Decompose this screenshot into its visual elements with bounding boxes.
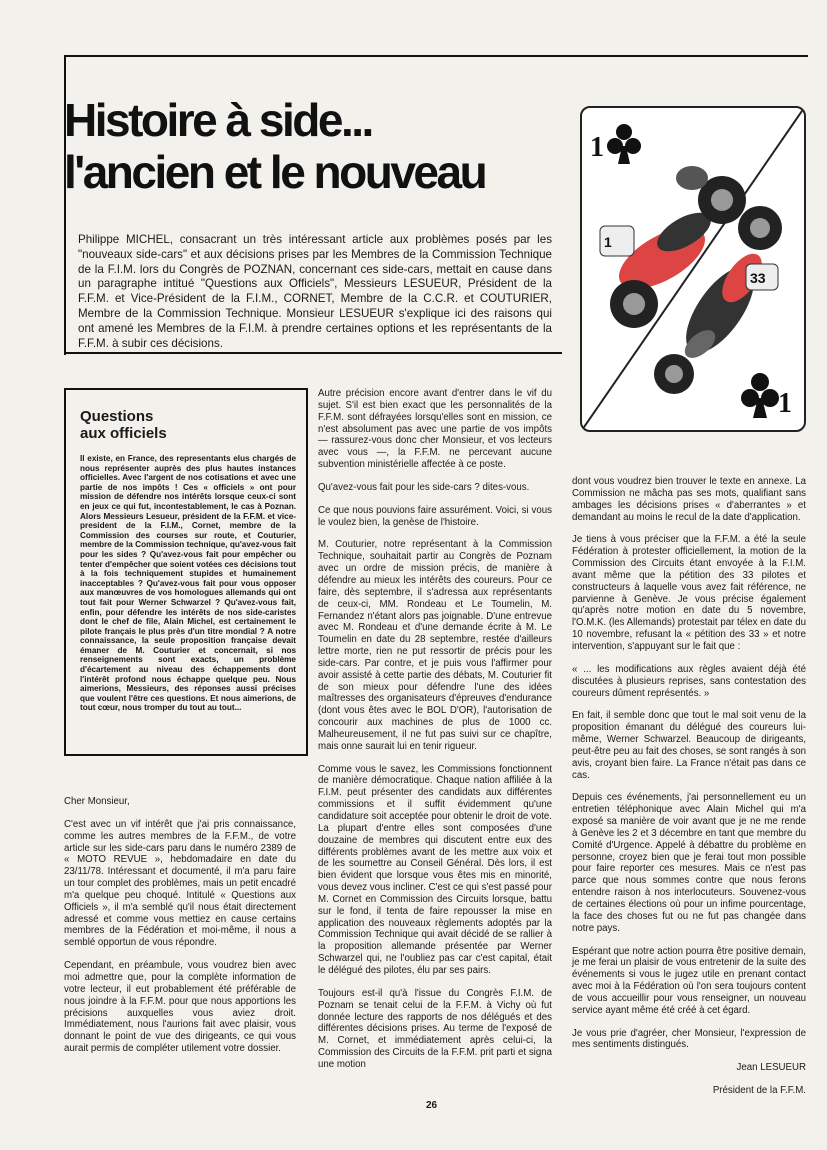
title-line-2: l'ancien et le nouveau [64,146,486,198]
club-icon-bottom [741,373,779,418]
box-title-line-1: Questions [80,408,154,425]
frame-top-rule [64,55,808,57]
playing-card-illustration [580,106,806,432]
col3-paragraph: Je tiens à vous préciser que la F.F.M. a été la seule Fédération à protester officiellement, la motion de la Commission des Circuits étant envoyée à la F.I.M. avant même que la pétition des 33 pilotes et constructeurs à laquelle vous avez fait référence, ne parvienne à Genève. Je vous précise également qu'après notre motion en date du 5 novembre, l'O.M.K. (les Allemands) protestait par télex en date du 10 novembre, refusant la « pétition des 33 » et notre intervention, s'appuyant sur le fait que : [572,534,806,652]
box-title [80,408,296,442]
title-line-1: Histoire à side... [64,94,372,146]
column-3 [572,476,806,1108]
col1-paragraph: Cher Monsieur, [64,796,130,807]
card-rank-top: 1 [590,132,604,163]
bike-number-1: 1 [604,234,612,250]
col1-paragraph: Cependant, en préambule, vous voudrez bien avec moi admettre que, pour la complète information de votre lecteur, il eut probablement été préférable de nous joindre à la F.F.M. pour que nous apportions les précisions auxquelles vous aviez droit. Immédiatement, nous l'aurions fait avec plaisir, vous donnant le point de vue des dirigeants, ce qui vous aurait permis de compléter utilement votre dossier. [64,960,296,1055]
card-rank-bottom: 1 [778,388,792,419]
club-icon-top [607,124,641,164]
col2-paragraph: M. Couturier, notre représentant à la Commission Technique, souhaitait partir au Congrès de Poznam avec un ordre de mission précis, de manière à défendre au mieux les intérêts des coureurs. Pour ce faire, dès septembre, il s'adressa aux représentants de ceux-ci, MM. Rondeau et Le Toumelin, M. Fernandez n'étant alors pas joignable. D'une entrevue avec M. Rondeau et d'une demande écrite à M. Le Toumelin en date du 28 septembre, restée d'ailleurs lettre morte, rien ne put ressortir de précis pour les side-cars. Par contre, et je puis vous l'affirmer pour avoir assisté à cette partie des débats, M. Couturier fit de son mieux pour défendre l'une des idées maîtresses des organisateurs d'épreuves d'endurance (dont vous êtes avec le BOL D'OR), l'autorisation de concourir aux machines de plus de 1000 cc. Malheureusement, il ne fut pas suivi sur ce chapître, mais onne saurait lui en tenir rigueur. [318,539,552,752]
col2-paragraph: Toujours est-il qu'à l'issue du Congrès F.I.M. de Poznam se tenait celui de la F.F.M. à Vichy où fut donnée lecture des rapports de nos délégués et des différentes décisions prises. Au terme de l'exposé de M. Cornet, et immédiatement après celui-ci, la Commission des Circuits de la F.F.M. prit parti et signa une motion [318,987,552,1070]
col3-paragraph: Je vous prie d'agréer, cher Monsieur, l'expression de mes sentiments distingués. [572,1027,806,1051]
col3-paragraph: dont vous voudrez bien trouver le texte en annexe. La Commission ne mâcha pas ses mots, qualifiant sans ambages les décisions prises « d'aberrantes » et demandant au moins le recul de la date d'application. [572,476,806,523]
column-1 [64,796,296,1066]
bike-number-33: 33 [750,270,766,286]
col2-paragraph: Ce que nous pouvions faire assurément. Voici, si vous le voulez bien, la genèse de l'histoire. [318,504,552,528]
box-text: Il existe, en France, des representants elus chargés de nous représenter auprès des plus hautes instances officielles. Avec l'argent de nos cotisations et avec une partie de nos impôts ! Ces « officiels » ont pour mission de défendre nos intérêts lorsque ceux-ci sont en jeux ce qui fut, incontestablement, le cas à Poznan. Alors Messieurs Lesueur, président de la F.F.M. et vice-president de la F.I.M., Cornet, membre de la Commission des courses sur route, et Couturier, membre de la Commission technique, qu'avez-vous fait pour les sides ? Qu'avez-vous fait pour empêcher ou tenter d'empêcher que soient votées ces décisions tout à la fois techniquement stupides et humainement inacceptables ? Qu'avez-vous fait pour vous opposer aux manœuvres de vos homologues allemands qui ont tout fait pour Werner Schwarzel ? Qu'avez-vous fait, enfin, pour défendre les intérêts de nos side-caristes dont le chef de file, Alain Michel, est certainement le pilote français le plus près d'un titre mondial ? A notre connaissance, la seule proposition française devait émaner de M. Couturier et concernait, si nos renseignements sont exacts, un problème d'écartement au niveau des échappements dont l'intérêt profond nous échappe quelque peu. Nous aimerions, Messieurs, des réponses aussi précises que voulent l'être ces questions. Et nous aimerions, de tout cœur, nous tromper du tout au tout... [80,454,296,713]
col2-paragraph: Autre précision encore avant d'entrer dans le vif du sujet. S'il est bien exact que les personnalités de la F.F.M. sont défrayées lorsqu'elles sont en mission, ce n'est absolument pas avec une partie de vos impôts — rassurez-vous donc cher Monsieur, et vos lecteurs avec vous —, la F.F.M. ne percevant aucune subvention ministérielle affectée à ce poste. [318,388,552,471]
col2-paragraph: Qu'avez-vous fait pour les side-cars ? dites-vous. [318,481,530,493]
intro-rule [64,352,562,354]
article-title [64,94,564,198]
box-title-line-2: aux officiels [80,425,167,442]
col1-paragraph: C'est avec un vif intérêt que j'ai pris connaissance, comme les autres membres de la F.F.M., de votre article sur les side-cars paru dans le numéro 2389 de « MOTO REVUE », hebdomadaire en date du 23/11/78. Intéressant et documenté, il m'a paru faire un tour complet des problèmes, mais un petit encadré m'a quelque peu choqué. Intitulé « Questions aux Officiels », il m'a semblé qu'il nous était directement adressé et comme vous mettiez en cause certains membres de la Fédération et moi-même, il nous a semblé opportun de vous répondre. [64,818,296,949]
col2-paragraph: Comme vous le savez, les Commissions fonctionnent de manière démocratique. Chaque nation affiliée à la F.I.M. peut présenter des candidats aux différentes commissions et il suffit évidemment qu'une candidature soit acceptée pour obtenir le droit de vote. La plupart d'entre elles sont composées d'une douzaine de membres qui discutent entre eux des différents problèmes avant de les mettre aux voix et de les soumettre au Conseil Général. Dès lors, il est bien évident que lorsque vous êtes mis en minorité, vous devez vous incliner. C'est ce qui s'est passé pour M. Cornet en Commission des Circuits lorsque, battu sur le fond, il tenta de faire repousser la mise en application des nouveaux règlements adoptés par la Commission Technique qui avait décidé de se rallier à la proposition allemande présentée par Werner Schwarzel qui, ne l'oubliez pas car c'est capital, était le délégué des pilotes, élu par ses pairs. [318,763,552,976]
intro-paragraph: Philippe MICHEL, consacrant un très intéressant article aux problèmes posés par les "nouveaux side-cars" et aux décisions prises par les Membres de la Commission Technique de la F.I.M. lors du Congrès de POZNAN, concernant ces side-cars, mettait en cause dans un paragraphe intitué "Questions aux Officiels", Messieurs LESUEUR, Président de la F.F.M. et Vice-Président de la F.I.M., CORNET, Membre de la C.C.R. et COUTURIER, Membre de la Commission Technique. Monsieur LESUEUR s'explique ici des raisons qui ont amené les Membres de la F.I.M. à prendre certaines options et les représentants de la F.F.M. à subir ces décisions. [78,233,552,350]
page-number: 26 [426,1100,438,1111]
col3-paragraph: « ... les modifications aux règles avaient déjà été discutées à plusieurs reprises, sans contestation des coureurs dûment représentés. » [572,663,806,699]
column-2 [318,388,552,1082]
col3-paragraph: En fait, il semble donc que tout le mal soit venu de la proposition émanant du délégué des coureurs lui-même, Werner Schwarzel. Beaucoup de dirigeants, peut-être peu au fait des choses, se sont rangés à son avis, croyant bien faire. La France n'était pas dans ce cas. [572,710,806,781]
questions-sidebar-box [64,388,308,756]
card-artwork [582,108,804,430]
signature-role: Président de la F.F.M. [712,1085,806,1097]
col3-paragraph: Espérant que notre action pourra être positive demain, je me ferai un plaisir de vous entretenir de la suite des événements si vous le jugez utile en prenant contact avec moi à la Fédération où l'on sera toujours content de vous accueillir pour vous renseigner, un nouveau service ayant même été créé à cet égard. [572,945,806,1016]
col3-paragraph: Depuis ces événements, j'ai personnellement eu un entretien téléphonique avec Alain Michel qui m'a exposé sa manière de voir avant que je ne me rende à Genève les 2 et 3 décembre en tant que membre du Comité d'Urgence. Appelé à débattre du problème en personne, croyez bien que je ferai tout mon possible pour faire reporter ces mesures. Mais ce n'est pas parce que nous sommes contre que nous ferons entendre raison à nos interlocuteurs. Souvenez-vous de certaines élections où pour un infime pourcentage, la face des choses fut ou ne fut pas changée dans notre pays. [572,792,806,934]
signature-name: Jean LESUEUR [736,1062,806,1074]
